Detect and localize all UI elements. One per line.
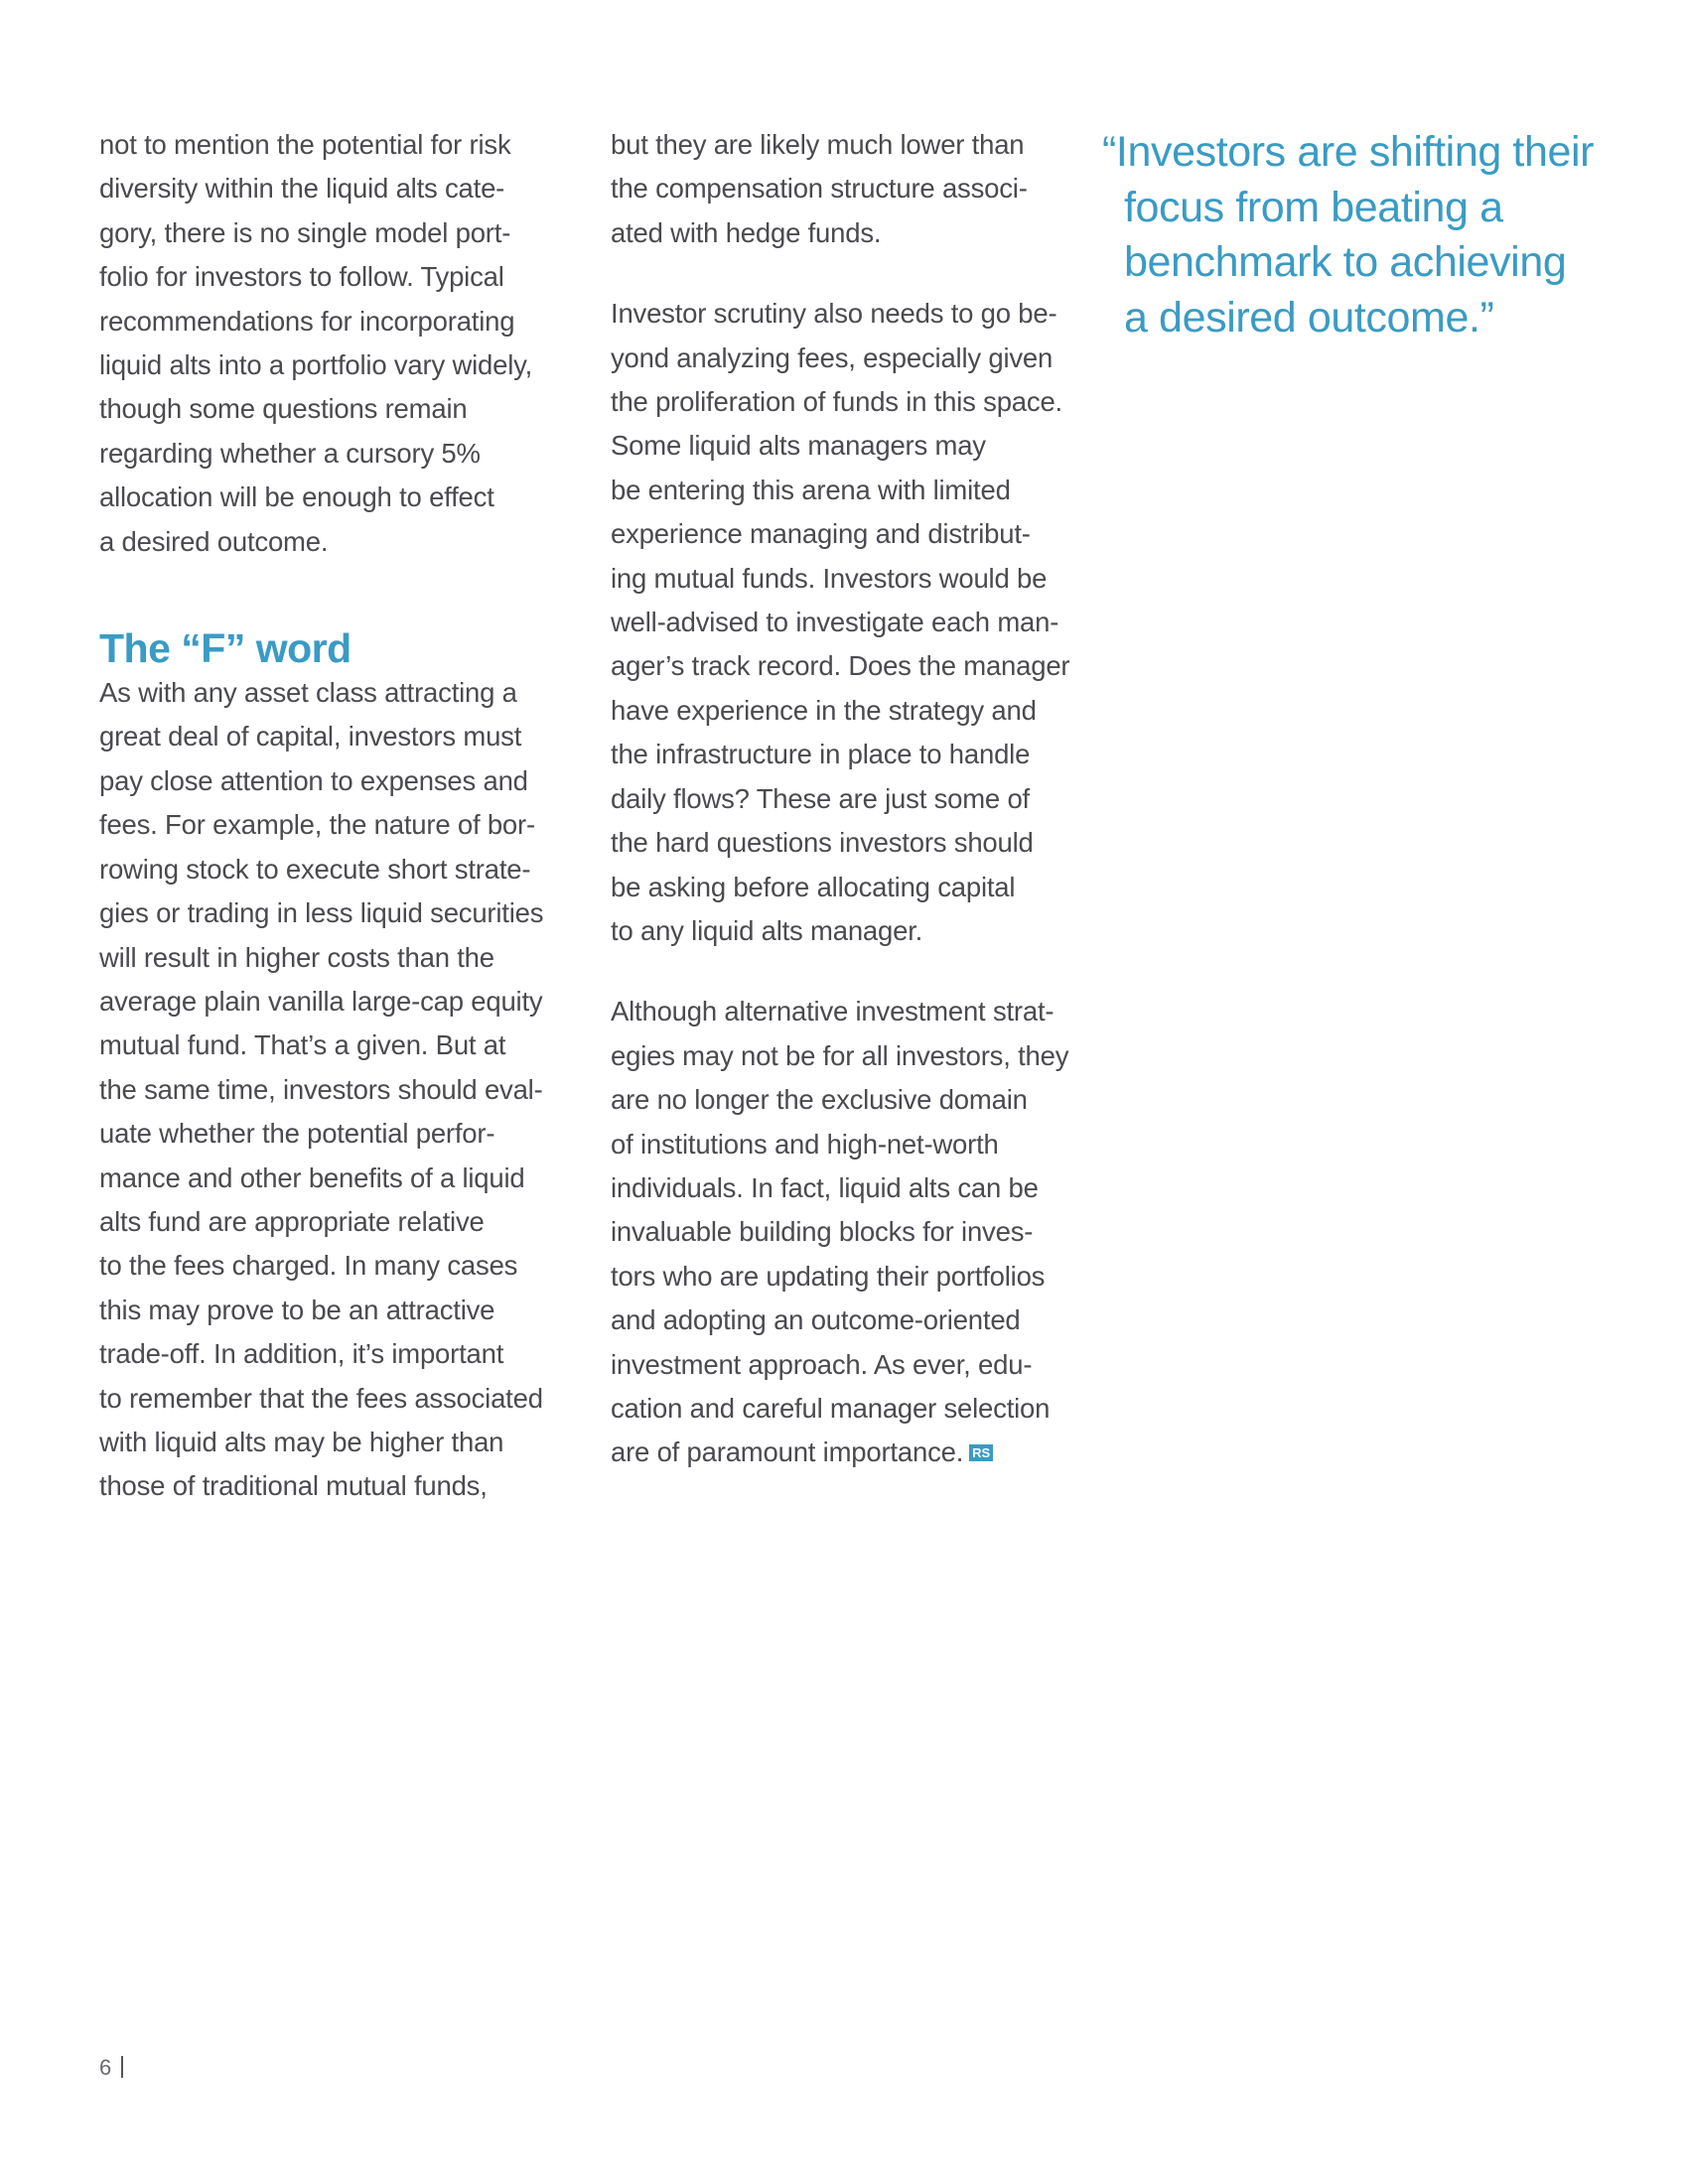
text-line: trade-off. In addition, it’s important <box>99 1338 504 1370</box>
text-line: individuals. In fact, liquid alts can be <box>611 1171 1039 1203</box>
text-line: gies or trading in less liquid securities <box>99 897 544 929</box>
text-line: the infrastructure in place to handle <box>611 739 1031 770</box>
text-line: experience managing and distribut- <box>611 518 1031 550</box>
text-line: fees. For example, the nature of bor- <box>99 809 535 841</box>
text-line: investment approach. As ever, edu- <box>611 1348 1033 1380</box>
text-line: alts fund are appropriate relative <box>99 1205 485 1237</box>
paragraph-spacer <box>611 255 1087 292</box>
paragraph <box>99 671 576 1509</box>
text-line: invaluable building blocks for inves- <box>611 1216 1034 1248</box>
text-line: folio for investors to follow. Typical <box>99 261 504 293</box>
text-line: not to mention the potential for risk <box>99 129 511 160</box>
pull-quote-line: “Investors are shifting their <box>1102 128 1595 176</box>
text-line: average plain vanilla large-cap equity <box>99 985 543 1017</box>
text-line: the proliferation of funds in this space. <box>611 386 1062 418</box>
text-line: have experience in the strategy and <box>611 694 1037 726</box>
text-line: though some questions remain <box>99 393 468 425</box>
page-number: 6 <box>99 2055 112 2080</box>
text-line: to the fees charged. In many cases <box>99 1250 518 1282</box>
text-line: this may prove to be an attractive <box>99 1294 495 1325</box>
text-line: will result in higher costs than the <box>99 941 494 973</box>
text-line: ing mutual funds. Investors would be <box>611 562 1048 594</box>
section-heading: The “F” word <box>99 625 352 672</box>
paragraph-spacer <box>611 953 1087 990</box>
text-line: to remember that the fees associated <box>99 1382 543 1414</box>
text-line: ager’s track record. Does the manager <box>611 650 1070 682</box>
text-line: are of paramount importance. <box>611 1436 964 1468</box>
text-line: the same time, investors should eval- <box>99 1073 543 1105</box>
text-line: Some liquid alts managers may <box>611 430 986 462</box>
text-line: but they are likely much lower than <box>611 129 1025 160</box>
text-line: great deal of capital, investors must <box>99 721 522 752</box>
text-line: mance and other benefits of a liquid <box>99 1161 525 1193</box>
text-line: allocation will be enough to effect <box>99 481 494 513</box>
paragraph <box>611 292 1087 953</box>
text-line: Although alternative investment strat- <box>611 996 1055 1027</box>
text-line-last <box>611 1431 1087 1474</box>
pull-quote-line: a desired outcome.” <box>1124 293 1494 341</box>
end-mark-rs-icon: RS <box>969 1444 993 1461</box>
text-line: the compensation structure associ- <box>611 173 1028 205</box>
text-line: with liquid alts may be higher than <box>99 1426 504 1457</box>
text-line: uate whether the potential perfor- <box>99 1118 495 1150</box>
text-line: diversity within the liquid alts cate- <box>99 173 505 205</box>
text-line: cation and careful manager selection <box>611 1392 1051 1424</box>
text-line: be entering this arena with limited <box>611 474 1011 505</box>
text-line: are no longer the exclusive domain <box>611 1084 1028 1116</box>
text-line: rowing stock to execute short strate- <box>99 853 531 885</box>
text-line: recommendations for incorporating <box>99 305 515 337</box>
paragraph <box>99 123 576 564</box>
text-line: of institutions and high-net-worth <box>611 1128 999 1160</box>
text-line: egies may not be for all investors, they <box>611 1039 1069 1071</box>
text-line: a desired outcome. <box>99 525 329 557</box>
text-line: to any liquid alts manager. <box>611 914 923 946</box>
pull-quote <box>1102 125 1594 345</box>
text-line: mutual fund. That’s a given. But at <box>99 1029 506 1061</box>
text-line: be asking before allocating capital <box>611 871 1016 902</box>
text-line: ated with hedge funds. <box>611 216 882 248</box>
text-line: regarding whether a cursory 5% <box>99 437 481 469</box>
text-line: well-advised to investigate each man- <box>611 607 1059 638</box>
text-line: gory, there is no single model port- <box>99 216 511 248</box>
text-line: pay close attention to expenses and <box>99 764 528 796</box>
column-1 <box>99 123 576 1509</box>
column-2 <box>611 123 1087 1475</box>
pull-quote-line: benchmark to achieving <box>1124 238 1567 286</box>
paragraph <box>611 990 1087 1474</box>
paragraph <box>611 123 1087 255</box>
text-line: Investor scrutiny also needs to go be- <box>611 298 1057 330</box>
text-line: tors who are updating their portfolios <box>611 1260 1046 1292</box>
text-line: daily flows? These are just some of <box>611 782 1031 814</box>
text-line: the hard questions investors should <box>611 827 1034 859</box>
text-line: and adopting an outcome-oriented <box>611 1304 1021 1336</box>
text-line: liquid alts into a portfolio vary widely, <box>99 349 533 381</box>
text-line: As with any asset class attracting a <box>99 677 517 709</box>
text-line: those of traditional mutual funds, <box>99 1470 488 1502</box>
footer-divider <box>121 2056 123 2078</box>
text-line: yond analyzing fees, especially given <box>611 341 1054 373</box>
page-footer <box>99 2055 123 2081</box>
pull-quote-line: focus from beating a <box>1124 183 1503 231</box>
